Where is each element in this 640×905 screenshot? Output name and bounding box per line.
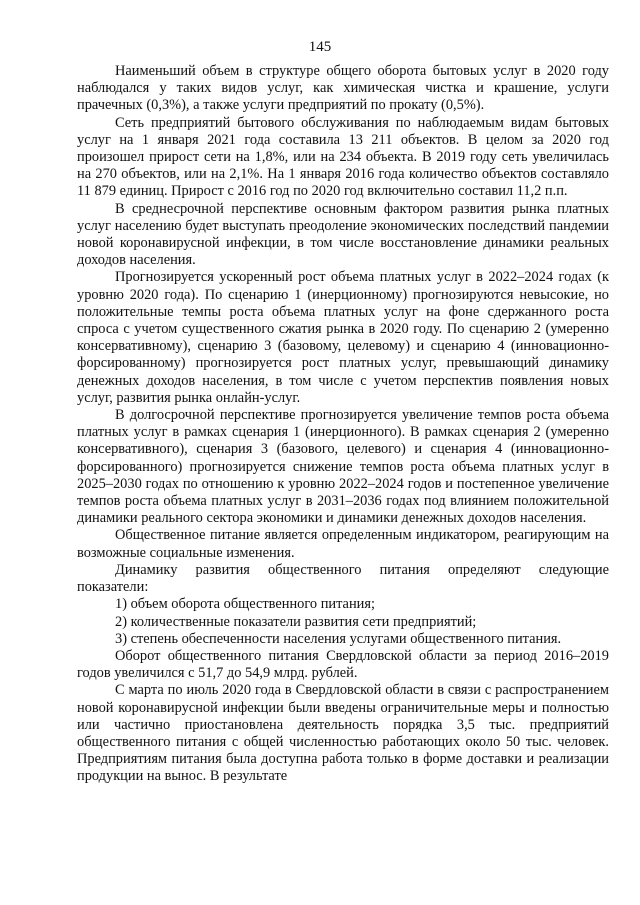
paragraph-long-term-outlook: В долгосрочной перспективе прогнозируется увеличение темпов роста объема платных услуг в рамках сценария 1 (инерционного). В рамках сценария 2 (умеренно консервативного), сценария 3 (базового, целевого) и сценария 4 (инновационно-форсированного) прогнозируется снижение темпов роста объема платных услуг в 2025–2030 годах по отношению к уровню 2022–2024 годов и постепенное увеличение темпов роста объема платных услуг в 2031–2036 годах под влиянием положительной динамики реального сектора экономики и динамики денежных доходов населения. [77,407,609,527]
page-number: 145 [308,39,332,55]
paragraph-catering-indicators-intro: Динамику развития общественного питания определяют следующие показатели: [77,561,609,596]
paragraph-catering-turnover: Оборот общественного питания Свердловской области за период 2016–2019 годов увеличился с 51,7 до 54,9 млрд. рублей. [77,647,609,682]
list-item-provision: 3) степень обеспеченности населения услугами общественного питания. [115,630,562,647]
list-item-turnover: 1) объем оборота общественного питания; [115,596,375,613]
body-text [77,63,609,786]
paragraph-catering-indicator: Общественное питание является определенным индикатором, реагирующим на возможные социальные изменения. [77,527,609,561]
list-item-network: 2) количественные показатели развития сети предприятий; [115,613,477,630]
paragraph-household-services-smallest: Наименьший объем в структуре общего оборота бытовых услуг в 2020 году наблюдался у таких видов услуг, как химическая чистка и крашение, услуги прачечных (0,3%), а также услуги предприятий по прокату (0,5%). [77,63,609,114]
paragraph-service-network: Сеть предприятий бытового обслуживания по наблюдаемым видам бытовых услуг на 1 января 2021 года составила 13 211 объектов. В целом за 2020 год произошел прирост сети на 1,8%, или на 234 объекта. В 2019 году сеть увеличилась на 270 объектов, или на 2,1%. На 1 января 2016 года количество объектов составляло 11 879 единиц. Прирост с 2016 год по 2020 год включительно составил 11,2 п.п. [77,114,609,200]
paragraph-medium-term-outlook: В среднесрочной перспективе основным фактором развития рынка платных услуг населению будет выступать преодоление экономических последствий пандемии новой коронавирусной инфекции, в том числе восстановление динамики реальных доходов населения. [77,200,609,269]
paragraph-forecast-2022-2024: Прогнозируется ускоренный рост объема платных услуг в 2022–2024 годах (к уровню 2020 года). По сценарию 1 (инерционному) прогнозируются невысокие, но положительные темпы роста объема платных услуг на фоне сдержанного роста спроса с учетом существенного сжатия рынка в 2020 году. По сценарию 2 (умеренно консервативному), сценарию 3 (базовому, целевому) и сценарию 4 (инновационно-форсированному) прогнозируется рост платных услуг, превышающий динамику денежных доходов населения, в том числе с учетом перспектив появления новых услуг, развития рынка онлайн-услуг. [77,269,609,406]
paragraph-covid-restrictions: С марта по июль 2020 года в Свердловской области в связи с распространением новой коронавирусной инфекции были введены ограничительные меры и полностью или частично приостановлена деятельность порядка 3,5 тыс. предприятий общественного питания с общей численностью работающих около 50 тыс. человек. Предприятиям питания была доступна работа только в форме доставки и реализации продукции на вынос. В результате [77,682,609,785]
